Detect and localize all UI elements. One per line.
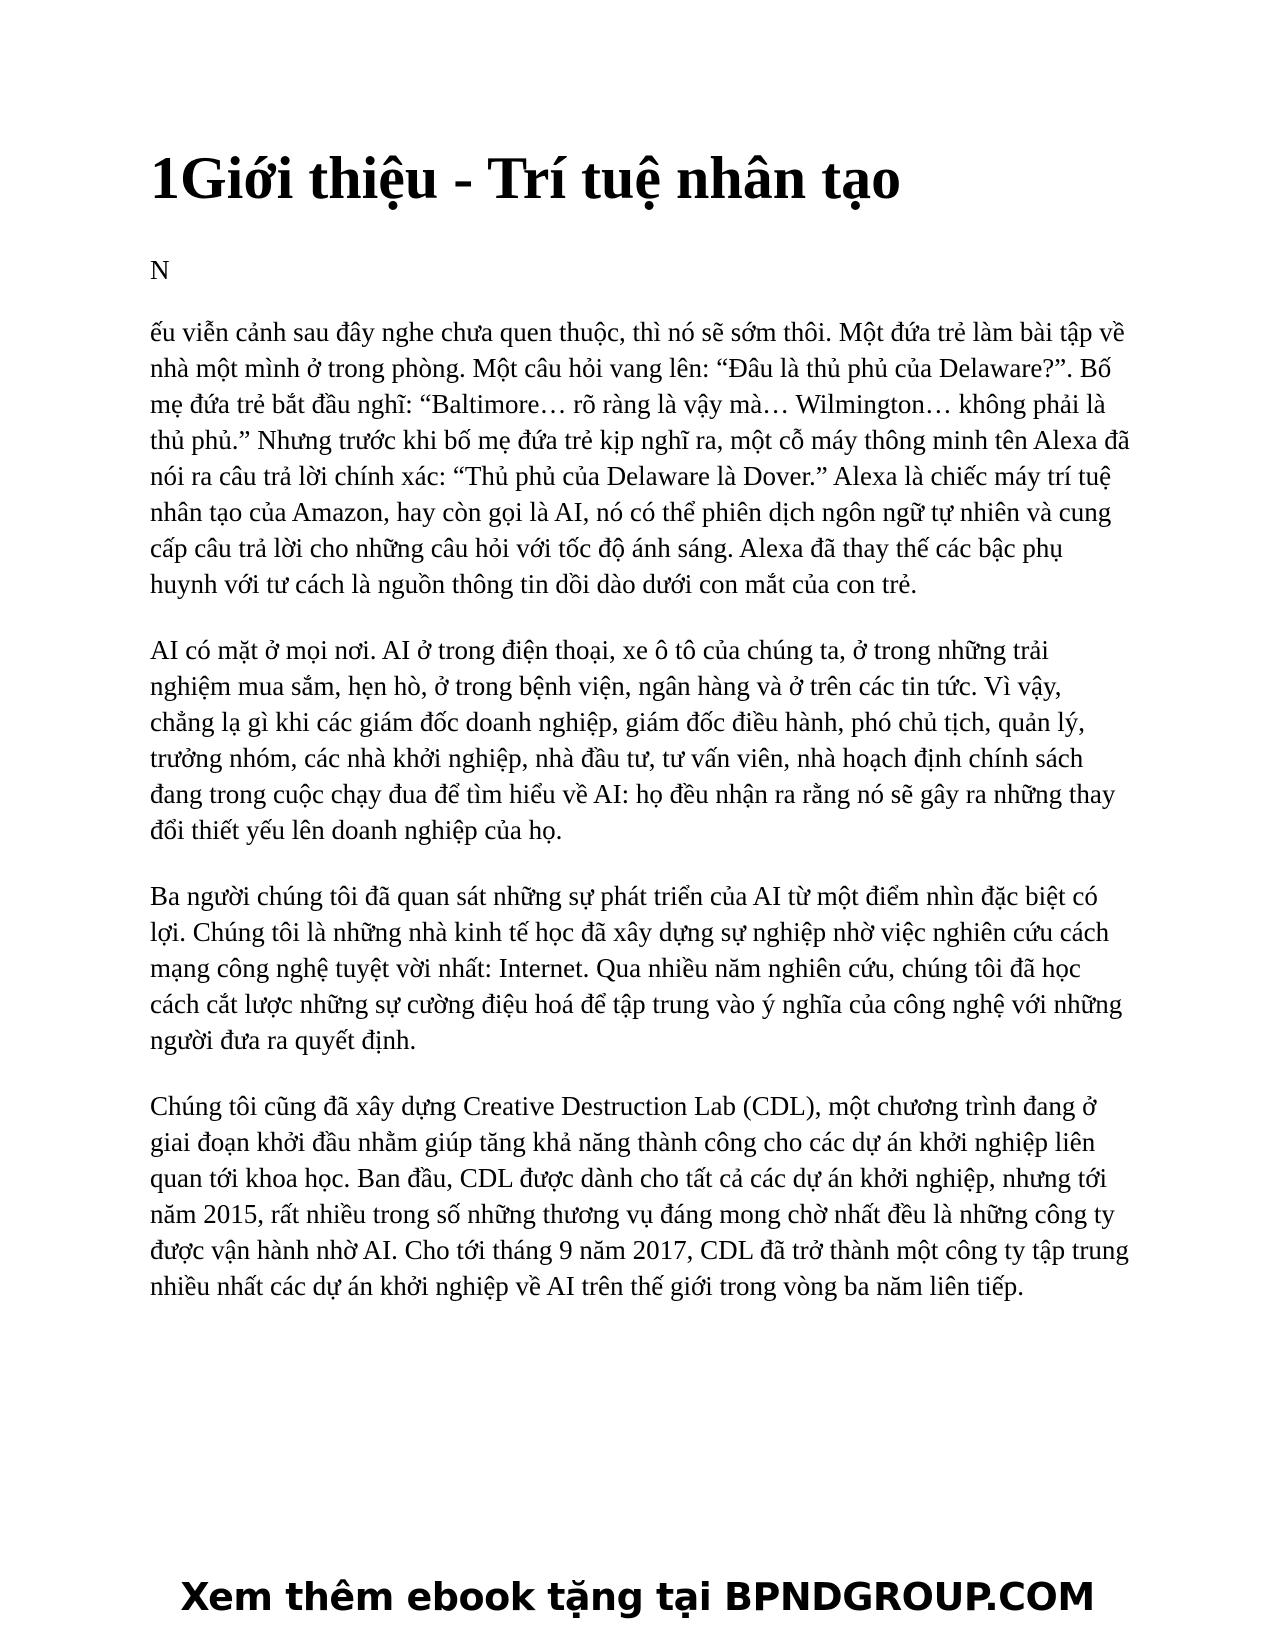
paragraph-4: Chúng tôi cũng đã xây dựng Creative Destruction Lab (CDL), một chương trình đang ở giai đoạn khởi đầu nhằm giúp tăng khả năng thành công cho các dự án khởi nghiệp liên quan tới khoa học. Ban đầu, CDL được dành cho tất cả các dự án khởi nghiệp, nhưng tới năm 2015, rất nhiều trong số những thương vụ đáng mong chờ nhất đều là những công ty được vận hành nhờ AI. Cho tới tháng 9 năm 2017, CDL đã trở thành một công ty tập trung nhiều nhất các dự án khởi nghiệp về AI trên thế giới trong vòng ba năm liên tiếp. — [150, 1091, 1129, 1301]
paragraph-1: ếu viễn cảnh sau đây nghe chưa quen thuộc, thì nó sẽ sớm thôi. Một đứa trẻ làm bài tập về nhà một mình ở trong phòng. Một câu hỏi vang lên: “Đâu là thủ phủ của Delaware?”. Bố mẹ đứa trẻ bắt đầu nghĩ: “Baltimore… rõ ràng là vậy mà… Wilmington… không phải là thủ phủ.” Nhưng trước khi bố mẹ đứa trẻ kịp nghĩ ra, một cỗ máy thông minh tên Alexa đã nói ra câu trả lời chính xác: “Thủ phủ của Delaware là Dover.” Alexa là chiếc máy trí tuệ nhân tạo của Amazon, hay còn gọi là AI, nó có thể phiên dịch ngôn ngữ tự nhiên và cung cấp câu trả lời cho những câu hỏi với tốc độ ánh sáng. Alexa đã thay thế các bậc phụ huynh với tư cách là nguồn thông tin dồi dào dưới con mắt của con trẻ. — [150, 317, 1130, 599]
chapter-title: 1Giới thiệu - Trí tuệ nhân tạo — [150, 145, 902, 211]
paragraph-2: AI có mặt ở mọi nơi. AI ở trong điện thoại, xe ô tô của chúng ta, ở trong những trải nghiệm mua sắm, hẹn hò, ở trong bệnh viện, ngân hàng và ở trên các tin tức. Vì vậy, chẳng lạ gì khi các giám đốc doanh nghiệp, giám đốc điều hành, phó chủ tịch, quản lý, trưởng nhóm, các nhà khởi nghiệp, nhà đầu tư, tư vấn viên, nhà hoạch định chính sách đang trong cuộc chạy đua để tìm hiểu về AI: họ đều nhận ra rằng nó sẽ gây ra những thay đổi thiết yếu lên doanh nghiệp của họ. — [150, 635, 1116, 845]
document-page — [150, 140, 1130, 1304]
footer-banner: Xem thêm ebook tặng tại BPNDGROUP.COM — [180, 1575, 1095, 1619]
paragraph-3: Ba người chúng tôi đã quan sát những sự phát triển của AI từ một điểm nhìn đặc biệt có lợi. Chúng tôi là những nhà kinh tế học đã xây dựng sự nghiệp nhờ việc nghiên cứu cách mạng công nghệ tuyệt vời nhất: Internet. Qua nhiều năm nghiên cứu, chúng tôi đã học cách cắt lược những sự cường điệu hoá để tập trung vào ý nghĩa của công nghệ với những người đưa ra quyết định. — [150, 881, 1123, 1055]
drop-cap-letter: N — [150, 255, 170, 285]
